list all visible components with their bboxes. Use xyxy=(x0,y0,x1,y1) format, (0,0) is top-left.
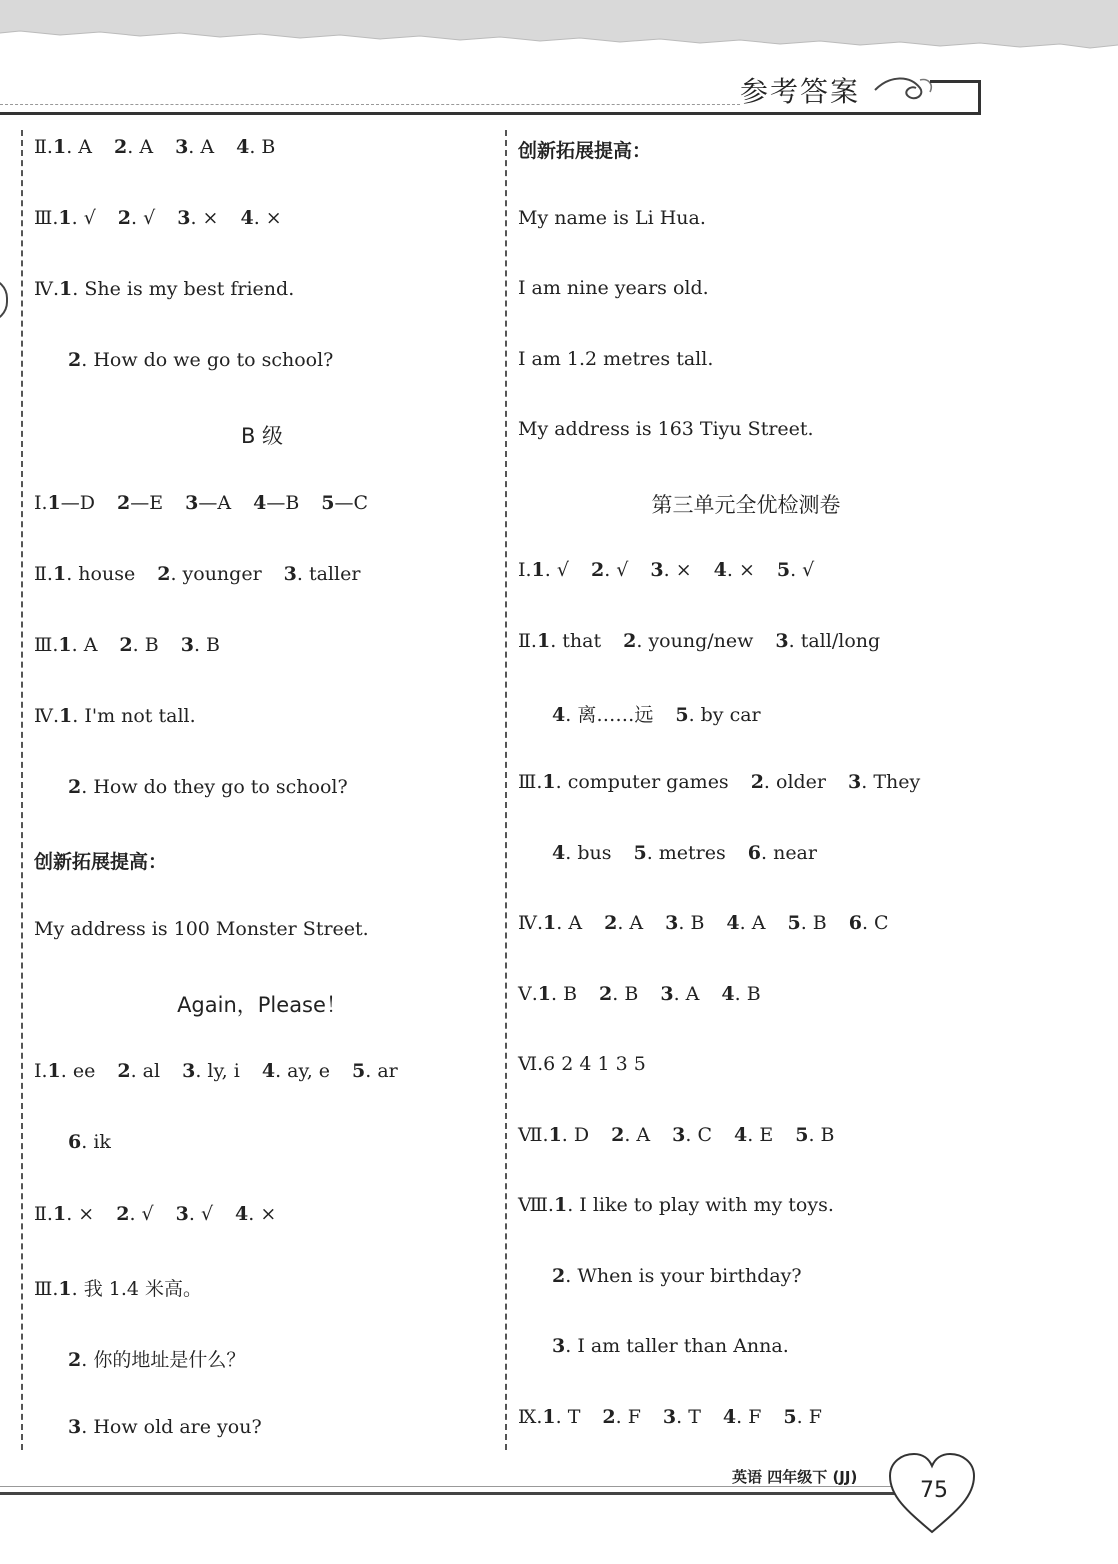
item-answer: . When is your birthday? xyxy=(565,1264,802,1287)
item-number: 2 xyxy=(157,562,171,585)
item-answer: . √ xyxy=(604,559,629,582)
item-answer: . B xyxy=(678,912,705,935)
answer-item xyxy=(262,1060,330,1082)
binding-arc xyxy=(0,278,8,322)
answer-item xyxy=(176,1203,213,1225)
answer-item xyxy=(119,634,158,656)
answer-item xyxy=(726,912,765,934)
item-number: 4 xyxy=(552,841,566,864)
item-number: 1 xyxy=(543,912,557,935)
answer-item xyxy=(591,559,628,581)
item-answer: . A xyxy=(739,912,766,935)
answer-row xyxy=(518,1124,834,1146)
item-answer: —E xyxy=(130,491,164,514)
item-answer: . computer games xyxy=(555,770,729,793)
item-answer: . ly, i xyxy=(195,1060,240,1083)
answer-item xyxy=(552,842,611,864)
item-number: 3 xyxy=(848,770,862,793)
item-number: 6 xyxy=(747,841,761,864)
item-answer: . A xyxy=(673,982,700,1005)
answer-row xyxy=(518,1406,822,1428)
torn-paper-edge xyxy=(0,0,1118,70)
answer-item xyxy=(58,1278,202,1300)
answer-item xyxy=(68,776,348,798)
question-number: Ⅳ. xyxy=(518,912,544,935)
answer-item xyxy=(777,559,814,581)
item-number: 1 xyxy=(542,1405,556,1428)
item-answer: . 我 1.4 米高。 xyxy=(71,1277,202,1300)
answer-item xyxy=(532,559,569,581)
item-answer: . B xyxy=(734,982,761,1005)
question-number: Ⅱ. xyxy=(34,562,53,585)
header-dashed-rule xyxy=(0,104,740,105)
item-number: 5 xyxy=(321,491,335,514)
item-answer: . T xyxy=(555,1405,581,1428)
answer-row xyxy=(68,1345,245,1372)
answer-item xyxy=(650,559,691,581)
answer-item xyxy=(748,842,817,864)
item-answer: . How do they go to school? xyxy=(81,775,348,798)
item-answer: . 离……远 xyxy=(565,704,654,727)
answer-row xyxy=(518,1053,646,1075)
item-answer: . I am taller than Anna. xyxy=(565,1335,789,1358)
answer-row xyxy=(68,1416,262,1438)
question-number: Ⅵ. xyxy=(518,1053,544,1076)
question-number: Ⅳ. xyxy=(34,704,60,727)
answer-row xyxy=(518,630,880,652)
item-number: 5 xyxy=(795,1123,809,1146)
item-answer: . B xyxy=(808,1123,835,1146)
question-number: Ⅲ. xyxy=(34,207,59,230)
answer-row xyxy=(68,1131,111,1153)
item-number: 2 xyxy=(117,1060,131,1083)
item-answer: . ar xyxy=(365,1060,398,1083)
item-number: 1 xyxy=(52,136,67,158)
item-number: 1 xyxy=(553,1194,568,1217)
answer-item xyxy=(181,634,220,656)
answer-item xyxy=(554,1194,834,1216)
item-answer: . metres xyxy=(646,841,726,864)
answer-item xyxy=(117,492,163,514)
item-answer: . √ xyxy=(129,1202,154,1225)
question-number: Ⅱ. xyxy=(34,1202,53,1225)
page-number: 75 xyxy=(920,1478,948,1503)
item-number: 5 xyxy=(352,1060,366,1083)
answer-item xyxy=(552,704,653,726)
answer-row xyxy=(518,771,920,793)
item-number: 3 xyxy=(672,1123,686,1146)
answer-item xyxy=(663,1406,701,1428)
answer-item xyxy=(543,912,582,934)
item-answer: . × xyxy=(726,559,755,582)
item-number: 1 xyxy=(58,1277,72,1300)
left-dashed-margin xyxy=(21,130,23,1450)
item-number: 4 xyxy=(261,1060,276,1083)
footer-rule xyxy=(0,1492,900,1495)
item-answer: . by car xyxy=(688,704,761,727)
item-answer: . √ xyxy=(131,207,156,230)
answer-text: My address is 163 Tiyu Street. xyxy=(518,418,814,441)
answer-item xyxy=(235,1203,276,1225)
item-answer: . young/new xyxy=(636,629,754,652)
item-answer: —B xyxy=(266,491,300,514)
item-number: 5 xyxy=(787,912,801,935)
item-answer: . B xyxy=(193,633,220,656)
item-answer: . They xyxy=(861,770,921,793)
item-answer: . that xyxy=(550,629,602,652)
item-number: 1 xyxy=(59,278,73,301)
question-number: Ⅰ. xyxy=(34,1060,48,1083)
item-answer: . bus xyxy=(565,841,612,864)
answer-item xyxy=(714,559,755,581)
item-answer: . al xyxy=(130,1060,161,1083)
item-answer: . × xyxy=(253,207,282,230)
answer-item xyxy=(849,912,889,934)
answer-item xyxy=(787,912,826,934)
item-number: 3 xyxy=(175,136,189,158)
answer-item xyxy=(633,842,725,864)
answer-item xyxy=(58,634,97,656)
item-number: 5 xyxy=(675,704,689,727)
question-number: Ⅱ. xyxy=(34,136,53,158)
answer-item xyxy=(611,1124,650,1146)
answer-item xyxy=(59,705,196,727)
item-answer: . I like to play with my toys. xyxy=(567,1194,834,1217)
header-bracket xyxy=(930,80,981,115)
item-number: 1 xyxy=(537,982,551,1005)
item-answer: . A xyxy=(188,136,215,158)
answer-item xyxy=(552,1335,789,1357)
answer-item xyxy=(284,563,361,585)
item-answer: . C xyxy=(685,1123,713,1146)
item-answer: . ay, e xyxy=(275,1060,331,1083)
item-answer: . √ xyxy=(790,559,815,582)
item-answer: —D xyxy=(60,491,96,514)
answer-item xyxy=(538,983,577,1005)
item-number: 5 xyxy=(633,841,647,864)
question-number: Ⅸ. xyxy=(518,1405,543,1428)
answer-item xyxy=(114,136,153,158)
item-answer: . B xyxy=(800,912,827,935)
question-number: Ⅳ. xyxy=(34,278,60,301)
item-number: 3 xyxy=(283,562,297,585)
answer-item xyxy=(599,983,638,1005)
answer-row xyxy=(552,1335,789,1357)
answer-item xyxy=(240,207,281,229)
answer-item xyxy=(672,1124,712,1146)
item-answer: . tall/long xyxy=(788,629,881,652)
item-answer: . 你的地址是什么？ xyxy=(81,1348,246,1371)
item-answer: . √ xyxy=(71,207,96,230)
answer-item xyxy=(723,1406,762,1428)
answer-row xyxy=(552,700,761,727)
item-number: 3 xyxy=(182,1060,196,1083)
item-number: 2 xyxy=(68,775,82,798)
question-number: Ⅰ. xyxy=(34,491,48,514)
item-number: 3 xyxy=(175,1202,189,1225)
item-answer: . How old are you? xyxy=(81,1415,262,1438)
question-number: Ⅷ. xyxy=(518,1194,554,1217)
answer-item xyxy=(352,1060,398,1082)
answer-item xyxy=(549,1124,590,1146)
answer-item xyxy=(321,492,368,514)
item-answer: . D xyxy=(561,1123,590,1146)
question-number: Ⅰ. xyxy=(518,559,532,582)
item-number: 1 xyxy=(542,770,556,793)
answer-row xyxy=(34,207,282,229)
answer-value: 6 2 4 1 3 5 xyxy=(543,1053,646,1076)
item-answer: . × xyxy=(663,559,692,582)
answer-text: I am 1.2 metres tall. xyxy=(518,347,714,370)
answer-row xyxy=(518,1194,834,1216)
answer-item xyxy=(602,1406,641,1428)
item-answer: —C xyxy=(334,491,369,514)
answer-row xyxy=(34,563,360,585)
item-number: 4 xyxy=(713,559,727,582)
item-number: 4 xyxy=(734,1123,748,1146)
answer-item xyxy=(182,1060,240,1082)
item-number: 2 xyxy=(750,770,764,793)
question-number: Ⅴ. xyxy=(518,982,538,1005)
item-answer: . A xyxy=(556,912,583,935)
answer-item xyxy=(53,563,135,585)
question-number: Ⅶ. xyxy=(518,1123,549,1146)
answer-row xyxy=(552,1265,802,1287)
item-number: 4 xyxy=(240,207,254,230)
item-number: 2 xyxy=(68,1348,82,1371)
item-number: 4 xyxy=(552,704,566,727)
item-answer: . A xyxy=(66,136,93,158)
item-number: 3 xyxy=(180,633,194,656)
item-answer: . ee xyxy=(60,1060,96,1083)
item-number: 2 xyxy=(611,1123,625,1146)
item-number: 2 xyxy=(114,136,128,158)
column-divider xyxy=(505,130,507,1450)
answer-item xyxy=(68,1349,245,1371)
answer-item xyxy=(542,1406,580,1428)
answer-item xyxy=(185,492,231,514)
header-rule xyxy=(0,112,978,115)
answer-item xyxy=(175,136,214,158)
item-number: 1 xyxy=(47,1060,61,1083)
item-number: 1 xyxy=(58,633,72,656)
answer-item xyxy=(58,207,95,229)
item-number: 2 xyxy=(599,982,613,1005)
answer-item xyxy=(116,1203,153,1225)
answer-item xyxy=(848,771,920,793)
item-answer: . I'm not tall. xyxy=(72,704,196,727)
item-number: 3 xyxy=(662,1405,677,1428)
question-number: Ⅲ. xyxy=(34,1277,59,1300)
answer-item xyxy=(117,1060,160,1082)
item-number: 2 xyxy=(119,633,133,656)
item-answer: . F xyxy=(796,1405,822,1428)
item-answer: . older xyxy=(763,770,827,793)
item-number: 5 xyxy=(776,559,791,582)
item-answer: . How do we go to school? xyxy=(81,349,334,372)
item-number: 2 xyxy=(117,491,131,514)
item-answer: . T xyxy=(676,1405,701,1428)
page-header-title: 参考答案 xyxy=(740,75,861,108)
answer-row xyxy=(34,1274,202,1301)
answer-row xyxy=(34,1203,276,1225)
answer-item xyxy=(795,1124,834,1146)
item-number: 3 xyxy=(68,1415,82,1438)
answer-row xyxy=(34,634,220,656)
item-number: 1 xyxy=(536,629,551,652)
answer-item xyxy=(734,1124,773,1146)
item-answer: . F xyxy=(736,1405,762,1428)
section-heading: 创新拓展提高： xyxy=(34,851,168,873)
section-heading: 创新拓展提高： xyxy=(518,140,652,162)
item-answer: . B xyxy=(551,982,578,1005)
item-answer: . A xyxy=(624,1123,651,1146)
item-number: 3 xyxy=(665,912,679,935)
item-number: 4 xyxy=(721,982,735,1005)
item-number: 1 xyxy=(52,1202,67,1225)
item-answer: . taller xyxy=(296,562,361,585)
item-number: 2 xyxy=(117,207,132,230)
answer-item xyxy=(53,1203,94,1225)
answer-row xyxy=(34,492,368,514)
item-number: 1 xyxy=(47,491,61,514)
item-number: 4 xyxy=(726,912,740,935)
item-number: 2 xyxy=(602,1405,616,1428)
item-answer: . B xyxy=(612,982,639,1005)
answer-row xyxy=(68,349,333,371)
item-answer: . × xyxy=(66,1202,95,1225)
answer-item xyxy=(783,1406,822,1428)
item-answer: —A xyxy=(198,491,232,514)
item-number: 3 xyxy=(177,207,191,230)
item-number: 4 xyxy=(722,1405,737,1428)
item-answer: . E xyxy=(747,1123,774,1146)
item-number: 3 xyxy=(650,559,664,582)
item-number: 3 xyxy=(775,629,789,652)
item-number: 2 xyxy=(590,559,605,582)
answer-item xyxy=(236,136,275,158)
item-number: 3 xyxy=(660,982,674,1005)
item-answer: . × xyxy=(190,207,219,230)
item-number: 3 xyxy=(185,491,199,514)
section-title: B 级 xyxy=(240,424,284,449)
item-number: 2 xyxy=(623,629,637,652)
footer-subject-label: 英语 四年级下 (JJ) xyxy=(732,1468,858,1486)
answer-item xyxy=(118,207,155,229)
question-number: Ⅲ. xyxy=(34,633,59,656)
answer-row xyxy=(518,912,889,934)
item-number: 5 xyxy=(783,1405,797,1428)
item-number: 4 xyxy=(235,1202,249,1225)
answer-item xyxy=(59,278,294,300)
item-answer: . A xyxy=(127,136,154,158)
item-number: 2 xyxy=(552,1264,566,1287)
item-number: 4 xyxy=(236,136,250,158)
item-number: 2 xyxy=(68,349,82,372)
answer-item xyxy=(751,771,826,793)
item-answer: . A xyxy=(71,633,98,656)
answer-item xyxy=(665,912,704,934)
item-number: 6 xyxy=(848,912,862,935)
answer-item xyxy=(68,1131,111,1153)
answer-item xyxy=(604,912,643,934)
answer-row xyxy=(518,559,814,581)
answer-item xyxy=(675,704,760,726)
item-number: 3 xyxy=(552,1335,566,1358)
answer-row xyxy=(34,1060,398,1082)
answer-item xyxy=(253,492,299,514)
answer-item xyxy=(68,1416,262,1438)
answer-text: My name is Li Hua. xyxy=(518,206,706,229)
question-number: Ⅲ. xyxy=(518,770,543,793)
answer-row xyxy=(34,705,196,727)
answer-item xyxy=(68,349,333,371)
answer-item xyxy=(53,136,92,158)
answer-item xyxy=(177,207,218,229)
section-title: 第三单元全优检测卷 xyxy=(651,492,841,517)
answer-item xyxy=(48,1060,96,1082)
item-answer: . younger xyxy=(170,562,262,585)
item-number: 1 xyxy=(52,562,67,585)
answer-row xyxy=(68,776,348,798)
item-answer: . × xyxy=(248,1202,277,1225)
answer-item xyxy=(537,630,601,652)
item-answer: . √ xyxy=(544,559,569,582)
answer-item xyxy=(775,630,880,652)
item-answer: . √ xyxy=(188,1202,214,1225)
answer-row xyxy=(552,842,817,864)
item-number: 2 xyxy=(116,1202,130,1225)
question-number: Ⅱ. xyxy=(518,629,537,652)
item-answer: . house xyxy=(66,562,136,585)
item-answer: . B xyxy=(249,136,276,158)
answer-item xyxy=(542,771,728,793)
answer-item xyxy=(623,630,753,652)
answer-item xyxy=(721,983,760,1005)
answer-row xyxy=(518,983,761,1005)
answer-item xyxy=(48,492,95,514)
item-number: 1 xyxy=(58,207,72,230)
item-number: 1 xyxy=(531,559,545,582)
item-number: 2 xyxy=(604,912,618,935)
item-number: 4 xyxy=(253,491,267,514)
answer-item xyxy=(660,983,699,1005)
item-answer: . B xyxy=(132,633,159,656)
item-answer: . A xyxy=(617,912,644,935)
answer-text: I am nine years old. xyxy=(518,277,709,300)
item-number: 1 xyxy=(548,1123,562,1146)
item-answer: . F xyxy=(615,1405,641,1428)
item-number: 6 xyxy=(68,1131,82,1154)
item-number: 1 xyxy=(59,704,73,727)
item-answer: . ik xyxy=(81,1131,111,1154)
section-title: Again，Please！ xyxy=(177,993,347,1018)
answer-item xyxy=(157,563,261,585)
answer-row xyxy=(34,136,275,158)
item-answer: . C xyxy=(861,912,889,935)
item-answer: . She is my best friend. xyxy=(72,278,295,301)
item-answer: . near xyxy=(761,841,817,864)
answer-item xyxy=(552,1265,802,1287)
answer-row xyxy=(34,278,294,300)
answer-text: My address is 100 Monster Street. xyxy=(34,918,369,941)
